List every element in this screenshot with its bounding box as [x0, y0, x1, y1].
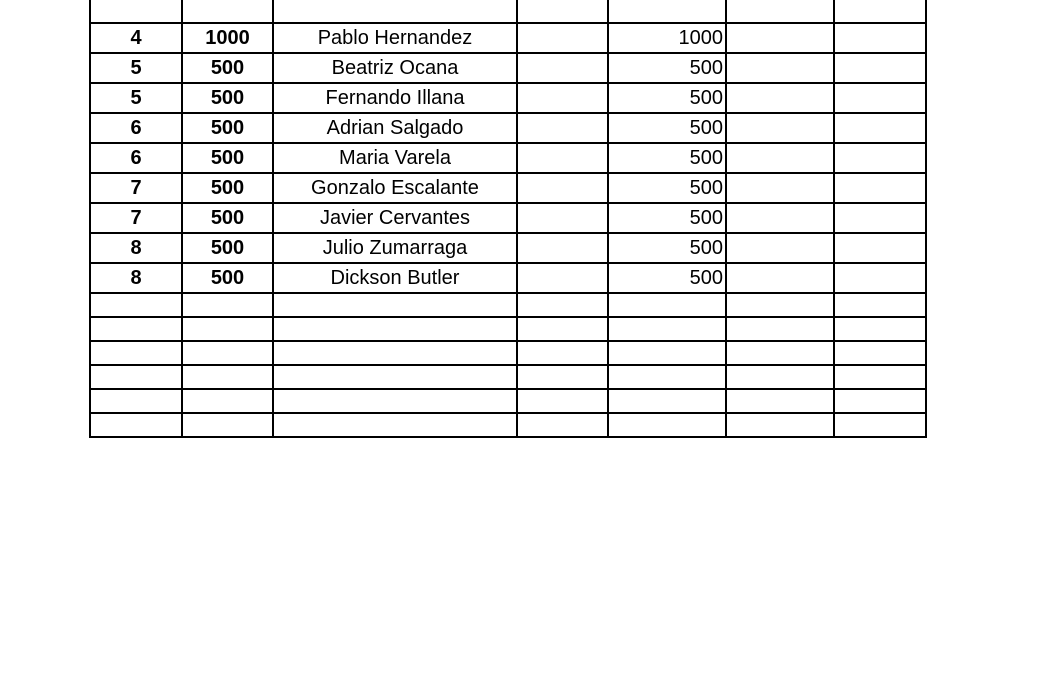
- seed-cell: 6: [90, 113, 182, 143]
- amount-cell: 500: [182, 53, 273, 83]
- empty-cell: [517, 317, 608, 341]
- extra-cell: [726, 113, 834, 143]
- empty-cell: [608, 293, 726, 317]
- empty-cell: [726, 293, 834, 317]
- name-cell: Javier Cervantes: [273, 203, 517, 233]
- empty-cell: [608, 413, 726, 437]
- blank-cell: [517, 173, 608, 203]
- empty-cell: [182, 365, 273, 389]
- notes-cell: [834, 233, 926, 263]
- empty-cell: [834, 293, 926, 317]
- empty-cell: [273, 341, 517, 365]
- empty-cell: [517, 389, 608, 413]
- empty-cell: [90, 317, 182, 341]
- notes-cell: [834, 83, 926, 113]
- name-cell: Adrian Salgado: [273, 113, 517, 143]
- total-cell: 500: [608, 143, 726, 173]
- name-cell: Fernando Illana: [273, 83, 517, 113]
- empty-cell: [834, 413, 926, 437]
- seed-cell: 5: [90, 83, 182, 113]
- seed-cell: 6: [90, 143, 182, 173]
- notes-cell: [834, 173, 926, 203]
- empty-cell: [517, 293, 608, 317]
- seed-cell: 7: [90, 173, 182, 203]
- empty-cell: [608, 389, 726, 413]
- empty-cell: [182, 293, 273, 317]
- table-row: [90, 233, 926, 263]
- empty-cell: [182, 341, 273, 365]
- results-table: [89, 0, 927, 438]
- extra-cell: [726, 83, 834, 113]
- table-row: [90, 263, 926, 293]
- empty-cell: [834, 389, 926, 413]
- empty-cell: [726, 317, 834, 341]
- empty-cell: [273, 413, 517, 437]
- total-cell: 500: [608, 53, 726, 83]
- empty-cell: [608, 317, 726, 341]
- blank-cell: [517, 143, 608, 173]
- table-row: [90, 53, 926, 83]
- blank-cell: [517, 263, 608, 293]
- name-cell: Julio Zumarraga: [273, 233, 517, 263]
- blank-cell: [517, 23, 608, 53]
- notes-cell: [834, 53, 926, 83]
- amount-cell: 500: [182, 143, 273, 173]
- empty-cell: [726, 341, 834, 365]
- empty-cell: [90, 413, 182, 437]
- blank-cell: [517, 53, 608, 83]
- blank-cell: [517, 0, 608, 23]
- notes-cell: [834, 113, 926, 143]
- empty-cell: [517, 365, 608, 389]
- table-row: [90, 203, 926, 233]
- extra-cell: [726, 233, 834, 263]
- empty-row: [90, 365, 926, 389]
- total-cell: 500: [608, 83, 726, 113]
- extra-cell: [726, 203, 834, 233]
- empty-cell: [90, 389, 182, 413]
- empty-cell: [517, 341, 608, 365]
- name-cell: Dickson Butler: [273, 263, 517, 293]
- empty-cell: [273, 365, 517, 389]
- name-cell: Pablo Hernandez: [273, 23, 517, 53]
- name-cell: Maria Varela: [273, 143, 517, 173]
- extra-cell: [726, 53, 834, 83]
- total-cell: 500: [608, 173, 726, 203]
- empty-cell: [517, 413, 608, 437]
- blank-cell: [517, 113, 608, 143]
- empty-cell: [182, 413, 273, 437]
- seed-cell: [90, 0, 182, 23]
- total-cell: 500: [608, 113, 726, 143]
- notes-cell: [834, 263, 926, 293]
- total-cell: 500: [608, 233, 726, 263]
- empty-cell: [273, 293, 517, 317]
- table-row: [90, 113, 926, 143]
- empty-cell: [834, 365, 926, 389]
- empty-cell: [834, 317, 926, 341]
- name-cell: Gonzalo Escalante: [273, 173, 517, 203]
- seed-cell: 5: [90, 53, 182, 83]
- empty-row: [90, 317, 926, 341]
- seed-cell: 8: [90, 233, 182, 263]
- table-body: [90, 0, 926, 437]
- notes-cell: [834, 23, 926, 53]
- empty-cell: [90, 293, 182, 317]
- empty-row: [90, 293, 926, 317]
- empty-cell: [608, 341, 726, 365]
- empty-cell: [273, 317, 517, 341]
- amount-cell: 500: [182, 173, 273, 203]
- table-row: [90, 0, 926, 23]
- empty-cell: [90, 341, 182, 365]
- seed-cell: 7: [90, 203, 182, 233]
- amount-cell: [182, 0, 273, 23]
- name-cell: Beatriz Ocana: [273, 53, 517, 83]
- notes-cell: [834, 203, 926, 233]
- empty-cell: [90, 365, 182, 389]
- amount-cell: 500: [182, 83, 273, 113]
- amount-cell: 500: [182, 113, 273, 143]
- blank-cell: [517, 203, 608, 233]
- amount-cell: 500: [182, 203, 273, 233]
- blank-cell: [517, 83, 608, 113]
- empty-cell: [834, 341, 926, 365]
- extra-cell: [726, 143, 834, 173]
- notes-cell: [834, 0, 926, 23]
- amount-cell: 500: [182, 263, 273, 293]
- empty-cell: [726, 389, 834, 413]
- extra-cell: [726, 173, 834, 203]
- empty-row: [90, 341, 926, 365]
- empty-row: [90, 389, 926, 413]
- seed-cell: 8: [90, 263, 182, 293]
- empty-cell: [182, 317, 273, 341]
- empty-cell: [273, 389, 517, 413]
- extra-cell: [726, 23, 834, 53]
- blank-cell: [517, 233, 608, 263]
- table-row: [90, 143, 926, 173]
- name-cell: [273, 0, 517, 23]
- table-row: [90, 83, 926, 113]
- notes-cell: [834, 143, 926, 173]
- total-cell: 1000: [608, 23, 726, 53]
- empty-cell: [182, 389, 273, 413]
- empty-row: [90, 413, 926, 437]
- total-cell: [608, 0, 726, 23]
- extra-cell: [726, 263, 834, 293]
- extra-cell: [726, 0, 834, 23]
- empty-cell: [726, 413, 834, 437]
- empty-cell: [726, 365, 834, 389]
- amount-cell: 1000: [182, 23, 273, 53]
- total-cell: 500: [608, 263, 726, 293]
- amount-cell: 500: [182, 233, 273, 263]
- table-row: [90, 173, 926, 203]
- total-cell: 500: [608, 203, 726, 233]
- table-row: [90, 23, 926, 53]
- seed-cell: 4: [90, 23, 182, 53]
- empty-cell: [608, 365, 726, 389]
